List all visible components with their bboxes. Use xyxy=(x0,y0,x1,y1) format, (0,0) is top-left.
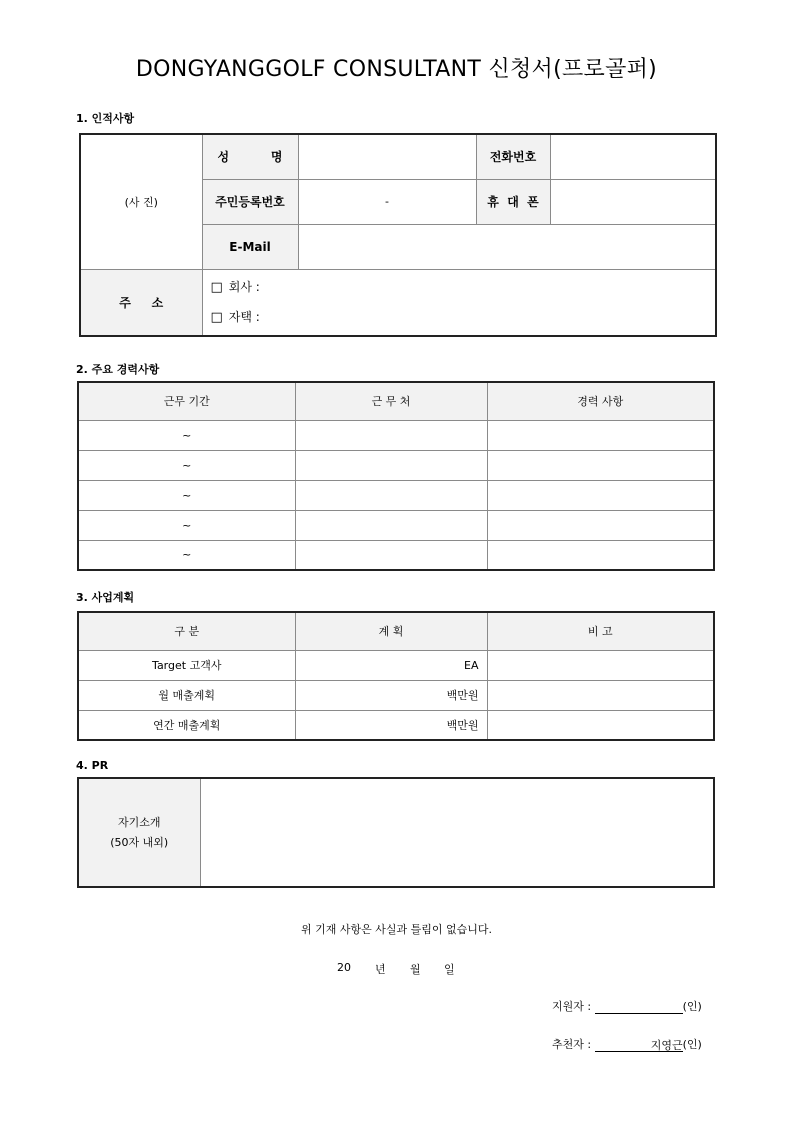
table-row xyxy=(78,650,714,680)
career-period-cell[interactable]: ~ xyxy=(78,420,295,450)
career-period-cell[interactable]: ~ xyxy=(78,510,295,540)
table-row xyxy=(78,510,714,540)
plan-annual-value[interactable]: 백만원 xyxy=(295,710,487,740)
photo-placeholder: (사 진) xyxy=(124,195,158,209)
career-details-cell[interactable] xyxy=(487,480,714,510)
career-details-cell[interactable] xyxy=(487,450,714,480)
table-row xyxy=(78,420,714,450)
table-row xyxy=(78,710,714,740)
recommender-signature-field[interactable] xyxy=(595,1037,683,1052)
plan-monthly-value[interactable]: 백만원 xyxy=(295,680,487,710)
table-row xyxy=(78,540,714,570)
recommender-name: 지영근 xyxy=(650,1039,683,1052)
plan-header-category: 구 분 xyxy=(78,612,295,650)
career-details-cell[interactable] xyxy=(487,420,714,450)
career-workplace-cell[interactable] xyxy=(295,450,487,480)
career-header-workplace: 근 무 처 xyxy=(295,382,487,420)
rrn-label: 주민등록번호 xyxy=(202,179,298,224)
career-workplace-cell[interactable] xyxy=(295,510,487,540)
plan-header-plan: 계 획 xyxy=(295,612,487,650)
table-row xyxy=(78,480,714,510)
plan-target-remarks[interactable] xyxy=(487,650,714,680)
plan-annual-remarks[interactable] xyxy=(487,710,714,740)
self-intro-title: 자기소개 xyxy=(117,815,161,829)
plan-annual-label: 연간 매출계획 xyxy=(78,710,295,740)
phone-label: 전화번호 xyxy=(476,134,550,179)
career-workplace-cell[interactable] xyxy=(295,420,487,450)
plan-target-label: Target 고객사 xyxy=(78,650,295,680)
address-label: 주 소 xyxy=(80,269,202,336)
section-heading-career: 2. 주요 경력사항 xyxy=(76,363,160,376)
certification-statement: 위 기재 사항은 사실과 틀림이 없습니다. xyxy=(301,923,492,936)
address-home-row[interactable] xyxy=(203,302,716,332)
career-details-cell[interactable] xyxy=(487,540,714,570)
date-year-unit: 년 xyxy=(375,963,386,976)
plan-monthly-label: 월 매출계획 xyxy=(78,680,295,710)
career-header-period: 근무 기간 xyxy=(78,382,295,420)
recommender-row xyxy=(552,1036,702,1052)
mobile-field[interactable] xyxy=(550,179,716,224)
email-label: E-Mail xyxy=(202,224,298,269)
date-month-unit: 월 xyxy=(410,963,421,976)
self-intro-field[interactable] xyxy=(200,778,714,887)
date-day-unit: 일 xyxy=(444,963,455,976)
pr-table xyxy=(77,777,715,888)
mobile-label: 휴 대 폰 xyxy=(476,179,550,224)
date-year[interactable]: 20 xyxy=(337,961,351,974)
section-heading-business-plan: 3. 사업계획 xyxy=(76,591,135,604)
section-heading-pr: 4. PR xyxy=(76,759,109,772)
address-cell xyxy=(202,269,716,336)
recommender-label: 추천자 : xyxy=(552,1038,592,1051)
phone-field[interactable] xyxy=(550,134,716,179)
career-period-cell[interactable]: ~ xyxy=(78,450,295,480)
career-workplace-cell[interactable] xyxy=(295,540,487,570)
recommender-seal: (인) xyxy=(682,1038,702,1051)
section-heading-personal-info: 1. 인적사항 xyxy=(76,112,135,125)
checkbox-home[interactable]: □ xyxy=(210,310,223,326)
business-plan-table xyxy=(77,611,715,741)
address-company-row[interactable] xyxy=(203,272,716,302)
career-table xyxy=(77,381,715,571)
applicant-row xyxy=(552,998,702,1014)
table-row xyxy=(78,680,714,710)
plan-header-remarks: 비 고 xyxy=(487,612,714,650)
document-title: DONGYANGGOLF CONSULTANT 신청서(프로골퍼) xyxy=(135,57,658,82)
career-period-cell[interactable]: ~ xyxy=(78,480,295,510)
address-company-label: 회사 : xyxy=(228,280,260,295)
personal-info-table xyxy=(79,133,717,337)
email-field[interactable] xyxy=(298,224,716,269)
table-row xyxy=(78,450,714,480)
photo-cell[interactable] xyxy=(80,134,202,269)
name-field[interactable] xyxy=(298,134,476,179)
plan-target-value[interactable]: EA xyxy=(295,650,487,680)
applicant-signature-field[interactable] xyxy=(595,999,683,1014)
applicant-label: 지원자 : xyxy=(552,1000,592,1013)
self-intro-label xyxy=(78,778,200,887)
rrn-field[interactable] xyxy=(298,179,476,224)
self-intro-limit: (50자 내외) xyxy=(110,835,169,849)
checkbox-company[interactable]: □ xyxy=(210,280,223,296)
career-details-cell[interactable] xyxy=(487,510,714,540)
applicant-seal: (인) xyxy=(682,1000,702,1013)
name-label: 성 명 xyxy=(202,134,298,179)
career-header-details: 경력 사항 xyxy=(487,382,714,420)
career-period-cell[interactable]: ~ xyxy=(78,540,295,570)
plan-monthly-remarks[interactable] xyxy=(487,680,714,710)
rrn-separator: - xyxy=(385,195,389,208)
career-workplace-cell[interactable] xyxy=(295,480,487,510)
address-home-label: 자택 : xyxy=(228,310,260,325)
